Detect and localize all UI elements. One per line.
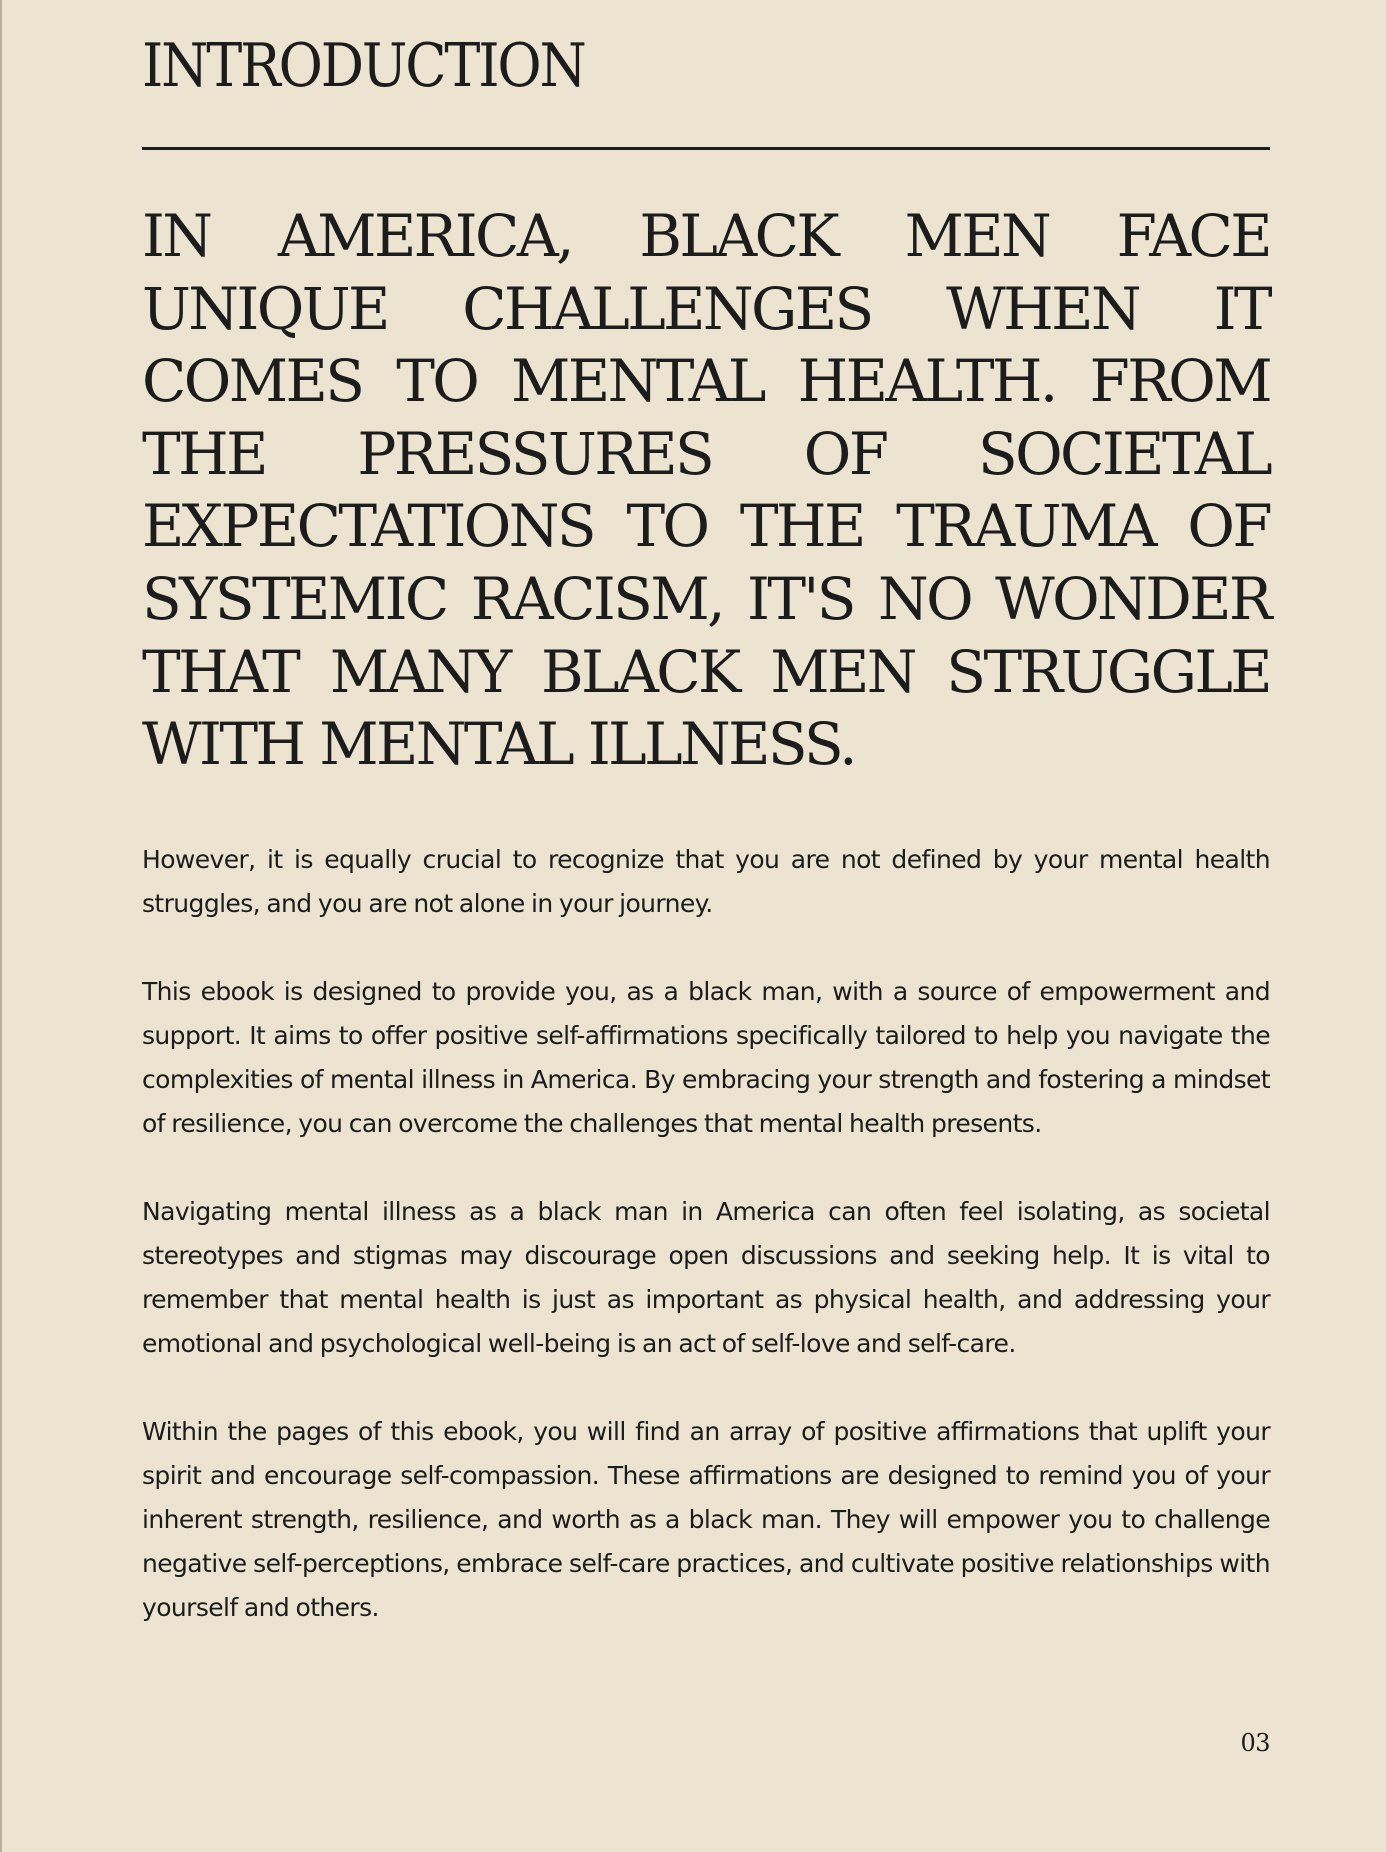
headline-statement: IN AMERICA, BLACK MEN FACE UNIQUE CHALLENGES WHEN IT COMES TO MENTAL HEALTH. FROM THE PRESSURES OF SOCIETAL EXPECTATIONS TO THE TRAUMA OF SYSTEMIC RACISM, IT'S NO WONDER THAT MANY BLACK MEN STRUGGLE WITH MENTAL ILLNESS. (142, 202, 1270, 779)
page-title: INTRODUCTION (142, 31, 585, 101)
page-edge (0, 0, 2, 1852)
page-number: 03 (1240, 1729, 1270, 1757)
paragraph-3: Navigating mental illness as a black man in America can often feel isolating, as societal stereotypes and stigmas may discourage open discussions and seeking help. It is vital to remember that mental health is just as important as physical health, and addressing your emotional and psychological well-being is an act of self-love and self-care. (142, 1197, 1270, 1358)
paragraph-2: This ebook is designed to provide you, as a black man, with a source of empowerment and support. It aims to offer positive self-affirmations specifically tailored to help you navigate the complexities of mental illness in America. By embracing your strength and fostering a mindset of resilience, you can overcome the challenges that mental health presents. (142, 977, 1270, 1138)
body-text (142, 838, 1270, 1674)
title-divider (142, 147, 1270, 150)
paragraph-1: However, it is equally crucial to recognize that you are not defined by your mental health struggles, and you are not alone in your journey. (142, 845, 1270, 918)
paragraph-4: Within the pages of this ebook, you will find an array of positive affirmations that uplift your spirit and encourage self-compassion. These affirmations are designed to remind you of your inherent strength, resilience, and worth as a black man. They will empower you to challenge negative self-perceptions, embrace self-care practices, and cultivate positive relationships with yourself and others. (142, 1417, 1270, 1622)
